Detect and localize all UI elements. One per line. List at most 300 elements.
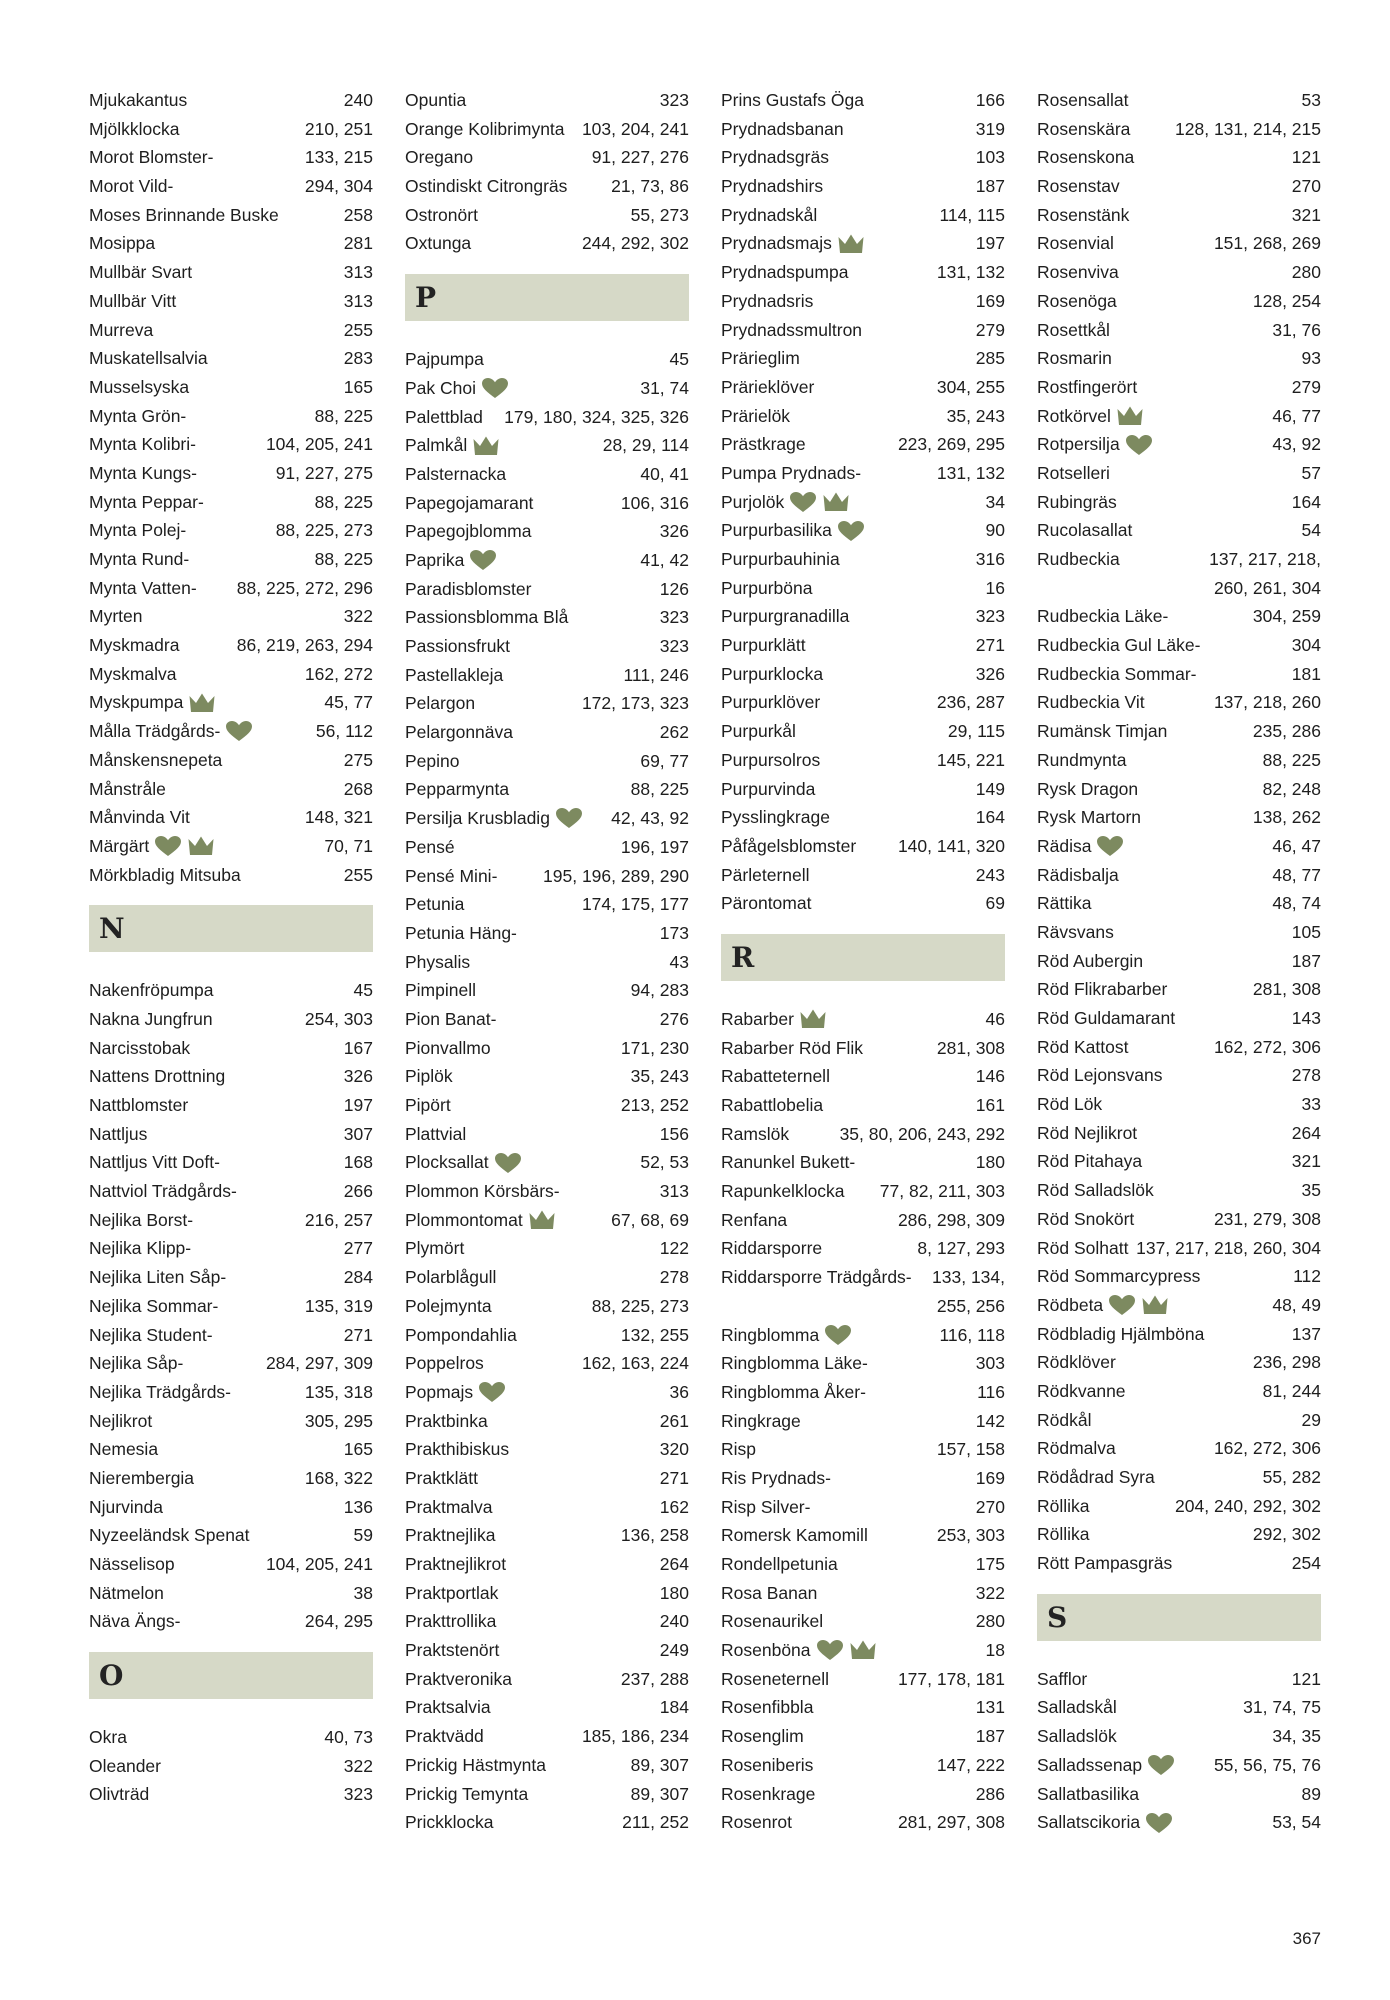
entry-name: Palsternacka: [405, 463, 507, 484]
index-entry: [721, 1780, 1005, 1809]
entry-name: Purpurgranadilla: [721, 606, 850, 627]
entry-name-group: [89, 1177, 237, 1206]
entry-name: Morot Vild-: [89, 176, 174, 197]
index-entry: [405, 374, 689, 403]
entry-pages: 89: [1301, 1783, 1321, 1804]
entry-pages: 279: [975, 319, 1005, 340]
entry-name: Ranunkel Bukett-: [721, 1152, 856, 1173]
entry-name: Ostindiskt Citrongräs: [405, 176, 568, 197]
entry-name: Pärleternell: [721, 864, 810, 885]
entry-pages: 294, 304: [304, 176, 373, 197]
index-entry: [89, 229, 373, 258]
entry-pages: 81, 244: [1262, 1380, 1321, 1401]
entry-pages: 48, 77: [1272, 864, 1321, 885]
entry-name: Ostronört: [405, 204, 478, 225]
entry-name-group: [405, 862, 497, 891]
entry-name-group: [89, 660, 177, 689]
entry-name: Purpurvinda: [721, 778, 816, 799]
index-entry: [405, 1148, 689, 1177]
entry-name: Purpursolros: [721, 749, 821, 770]
entry-pages: 111, 246: [623, 664, 689, 685]
entry-name-group: [721, 1665, 829, 1694]
entry-name: Mynta Vatten-: [89, 577, 197, 598]
entry-name-group: [405, 115, 565, 144]
entry-name-group: [1037, 1520, 1090, 1549]
entry-pages: 326: [975, 663, 1005, 684]
entry-pages: 268: [343, 778, 373, 799]
entry-name: Pelargonnäva: [405, 722, 513, 743]
entry-name: Rucolasallat: [1037, 520, 1133, 541]
entry-name: Rosenviva: [1037, 262, 1119, 283]
entry-name: Poppelros: [405, 1353, 484, 1374]
entry-pages: 105: [1291, 921, 1321, 942]
index-entry: [405, 403, 689, 432]
entry-name: Rödkål: [1037, 1409, 1092, 1430]
entry-name: Praktnejlikrot: [405, 1554, 507, 1574]
crown-icon: [1141, 1294, 1169, 1316]
index-entry: [721, 516, 1005, 545]
entry-name-group: [89, 344, 208, 373]
entry-pages: 177, 178, 181: [897, 1668, 1005, 1689]
index-entry: [89, 1062, 373, 1091]
entry-name-group: [89, 574, 197, 603]
entry-name: Pensé Mini-: [405, 865, 498, 886]
entry-pages: 121: [1291, 147, 1321, 168]
entry-name: Palettblad: [405, 406, 483, 427]
index-entry: [405, 86, 689, 115]
entry-pages: 216, 257: [304, 1209, 373, 1230]
entry-pages: 161: [975, 1095, 1005, 1115]
entry-name-group: [89, 1752, 161, 1781]
entry-name-group: [405, 1407, 488, 1436]
index-entry: [721, 545, 1005, 574]
entry-pages: 166: [975, 90, 1005, 110]
index-entry: [89, 201, 373, 230]
entry-name-group: [89, 316, 153, 345]
entry-pages: 197: [975, 233, 1005, 254]
entry-name: Ringblomma: [721, 1324, 820, 1345]
entry-name-group: [405, 1292, 492, 1321]
index-entry: [721, 631, 1005, 660]
index-entry: [1037, 746, 1321, 775]
entry-pages: 180: [659, 1582, 689, 1603]
index-entry: [405, 862, 689, 891]
index-entry: [89, 1234, 373, 1263]
entry-name-group: [405, 1349, 484, 1378]
entry-name: Rudbeckia Gul Läke-: [1037, 635, 1201, 656]
entry-name-group: [405, 1665, 512, 1694]
entry-pages: 41, 42: [640, 549, 689, 570]
entry-name: Praktstenört: [405, 1640, 500, 1661]
entry-name: Oleander: [89, 1755, 161, 1776]
index-entry: [1037, 660, 1321, 689]
entry-name-group: [1037, 889, 1091, 918]
entry-name: Rosenglim: [721, 1726, 804, 1747]
entry-pages: 69: [985, 893, 1005, 914]
entry-name: Rosenstav: [1037, 176, 1120, 197]
entry-name: Prärielök: [721, 405, 791, 426]
entry-pages: 34: [985, 491, 1005, 512]
entry-name-group: [721, 172, 823, 201]
index-entry: [721, 1808, 1005, 1837]
entry-name: Prakthibiskus: [405, 1439, 510, 1460]
index-entry: [721, 1751, 1005, 1780]
entry-pages: 255: [343, 319, 373, 340]
entry-name: Opuntia: [405, 90, 467, 110]
entry-name: Rosa Banan: [721, 1582, 818, 1603]
entry-name-group: [1037, 287, 1117, 316]
entry-pages: 142: [975, 1410, 1005, 1431]
index-entry: [1037, 1780, 1321, 1809]
entry-name: Röd Aubergin: [1037, 950, 1144, 971]
index-entry: [405, 747, 689, 776]
index-entry: [89, 1521, 373, 1550]
entry-name-group: [405, 143, 473, 172]
entry-name: Nejlikrot: [89, 1410, 153, 1431]
section-letter-header: S: [1037, 1594, 1321, 1641]
entry-name: Månskensnepeta: [89, 749, 223, 770]
entry-name: Röd Solhatt: [1037, 1237, 1129, 1258]
entry-name: Ramslök: [721, 1123, 790, 1144]
entry-pages: 285: [975, 348, 1005, 369]
entry-name: Petunia Häng-: [405, 922, 517, 943]
entry-name-group: [89, 1550, 175, 1579]
entry-name-group: [721, 287, 813, 316]
entry-name-group: [405, 1693, 491, 1722]
entry-name-group: [405, 1493, 493, 1522]
index-entry: [89, 1378, 373, 1407]
index-entry: [721, 1005, 1005, 1034]
index-entry: [405, 1407, 689, 1436]
entry-name-group: [405, 86, 466, 115]
entry-pages: 168, 322: [304, 1467, 373, 1488]
entry-name-group: [721, 86, 864, 115]
entry-pages: 261: [659, 1410, 689, 1431]
entry-name-group: [721, 1493, 810, 1522]
entry-name-group: [405, 833, 455, 862]
entry-name-group: [1037, 1004, 1175, 1033]
entry-name: Palmkål: [405, 435, 468, 456]
entry-name-group: [405, 1234, 464, 1263]
entry-name-group: [89, 1464, 194, 1493]
entry-name: Nejlika Student-: [89, 1324, 213, 1345]
entry-pages: 210, 251: [304, 118, 373, 139]
index-entry: [1037, 344, 1321, 373]
entry-name: Praktvädd: [405, 1726, 484, 1747]
entry-name: Praktveronika: [405, 1668, 512, 1689]
entry-name-group: [89, 1148, 220, 1177]
entry-name: Röd Sommarcypress: [1037, 1266, 1201, 1287]
index-entry: [405, 661, 689, 690]
index-entry: [405, 632, 689, 661]
entry-pages: 197: [343, 1095, 373, 1115]
entry-name-group: [89, 287, 176, 316]
entry-name: Rotkörvel: [1037, 405, 1111, 426]
entry-name-group: [405, 747, 460, 776]
index-entry: [89, 488, 373, 517]
entry-pages: 136: [343, 1496, 373, 1517]
section-letter-header: R: [721, 934, 1005, 981]
entry-pages: 271: [975, 635, 1005, 656]
entry-name: Purpurklätt: [721, 635, 806, 656]
entry-name-group: [721, 1378, 866, 1407]
index-entry: [1037, 1751, 1321, 1780]
entry-name-group: [89, 1435, 158, 1464]
entry-name-group: [405, 1722, 484, 1751]
entry-pages: 304, 255: [936, 376, 1005, 397]
entry-name: Nattens Drottning: [89, 1066, 226, 1087]
entry-name-group: [721, 1234, 822, 1263]
index-entry: [1037, 545, 1321, 574]
entry-pages: 131, 132: [936, 262, 1005, 283]
entry-name: Plymört: [405, 1238, 465, 1259]
entry-name-group: [405, 1034, 491, 1063]
entry-name: Rosettkål: [1037, 319, 1110, 340]
index-entry: [1037, 459, 1321, 488]
entry-pages: 31, 74, 75: [1243, 1697, 1321, 1718]
crown-icon: [799, 1008, 827, 1030]
entry-name: Praktbinka: [405, 1410, 488, 1431]
entry-pages: 175: [975, 1554, 1005, 1574]
index-entry: [405, 201, 689, 230]
entry-name: Orange Kolibrimynta: [405, 118, 565, 139]
index-entry: [1037, 1722, 1321, 1751]
entry-name-group: [1037, 1434, 1116, 1463]
entry-name-group: [721, 660, 823, 689]
entry-pages: 172, 173, 323: [581, 693, 689, 714]
entry-name-group: [1037, 1291, 1169, 1320]
entry-pages: 55, 273: [630, 204, 689, 225]
entry-pages: 277: [343, 1238, 373, 1259]
entry-name: Rysk Dragon: [1037, 778, 1139, 799]
entry-name: Okra: [89, 1727, 127, 1748]
entry-name-group: [1037, 1808, 1173, 1837]
entry-name-group: [89, 258, 192, 287]
entry-name-group: [1037, 488, 1117, 517]
index-entry: [1037, 1320, 1321, 1349]
entry-pages: 132, 255: [620, 1324, 689, 1345]
entry-pages: 137: [1291, 1323, 1321, 1344]
index-entry: [405, 775, 689, 804]
index-entry: [89, 1148, 373, 1177]
entry-name-group: [405, 1206, 556, 1235]
index-entry: [89, 1407, 373, 1436]
entry-pages: 167: [343, 1037, 373, 1058]
entry-name-group: [721, 1550, 838, 1579]
entry-name: Physalis: [405, 951, 471, 972]
entry-name: Prydnadssmultron: [721, 319, 863, 340]
entry-name-group: [405, 1636, 499, 1665]
entry-name: Nejlika Liten Såp-: [89, 1267, 227, 1288]
index-entry: [1037, 1234, 1321, 1263]
entry-name: Pion Banat-: [405, 1008, 497, 1029]
entry-pages: 103: [975, 147, 1005, 168]
entry-name-group: [721, 1062, 830, 1091]
entry-name: Rotpersilja: [1037, 434, 1120, 455]
index-entry: [721, 1636, 1005, 1665]
entry-pages: 86, 219, 263, 294: [236, 635, 373, 656]
entry-pages: 204, 240, 292, 302: [1175, 1495, 1321, 1516]
entry-pages: 266: [343, 1181, 373, 1202]
entry-pages: 56, 112: [315, 721, 373, 742]
entry-name-group: [1037, 1492, 1090, 1521]
index-entry: [405, 1665, 689, 1694]
entry-pages: 104, 205, 241: [265, 1554, 373, 1574]
entry-pages: 35, 243: [630, 1066, 689, 1087]
index-entry: [405, 1722, 689, 1751]
entry-name: Narcisstobak: [89, 1037, 191, 1058]
heart-icon: [789, 491, 817, 513]
entry-pages: 280: [975, 1611, 1005, 1632]
index-entry: [89, 717, 373, 746]
entry-name-group: [1037, 201, 1129, 230]
entry-pages: 316: [975, 549, 1005, 569]
entry-name: Pimpinell: [405, 980, 476, 1001]
heart-icon: [837, 520, 865, 542]
entry-pages: 59: [353, 1525, 373, 1546]
entry-name-group: [721, 1034, 863, 1063]
entry-name: Nierembergia: [89, 1467, 195, 1488]
index-entry: [405, 689, 689, 718]
entry-pages: 88, 225: [1262, 749, 1321, 770]
entry-pages: 180: [975, 1152, 1005, 1173]
entry-name: Purpurklöver: [721, 692, 821, 713]
entry-pages: 114, 115: [939, 204, 1005, 225]
entry-name: Prydnadspumpa: [721, 262, 849, 283]
entry-name-group: [721, 1751, 813, 1780]
entry-pages: 254: [1291, 1553, 1321, 1574]
entry-pages: 304: [1291, 635, 1321, 656]
entry-name-group: [1037, 631, 1200, 660]
index-entry: [1037, 516, 1321, 545]
entry-name-group: [1037, 1205, 1134, 1234]
heart-icon: [494, 1152, 522, 1174]
entry-name-group: [721, 775, 815, 804]
entry-name: Rödklöver: [1037, 1352, 1116, 1373]
index-entry: [1037, 1176, 1321, 1205]
index-entry: [1037, 947, 1321, 976]
index-entry: [405, 1120, 689, 1149]
entry-pages: 103, 204, 241: [581, 118, 689, 139]
entry-pages: 262: [659, 722, 689, 743]
index-entry: [1037, 1549, 1321, 1578]
index-entry: [721, 430, 1005, 459]
entry-name: Prydnadsbanan: [721, 118, 844, 139]
index-entry: [405, 1579, 689, 1608]
index-entry: [405, 1263, 689, 1292]
index-entry: [405, 1091, 689, 1120]
entry-pages: 135, 318: [304, 1381, 373, 1402]
entry-name: Pompondahlia: [405, 1324, 517, 1345]
index-entry: [721, 1435, 1005, 1464]
entry-name-group: [721, 1120, 789, 1149]
entry-pages: 321: [1291, 204, 1321, 225]
entry-name-group: [1037, 861, 1119, 890]
entry-pages: 313: [659, 1181, 689, 1202]
entry-name-group: [89, 516, 186, 545]
entry-name-group: [1037, 803, 1141, 832]
entry-name: Morot Blomster-: [89, 147, 214, 168]
index-entry: [89, 516, 373, 545]
entry-name-group: [405, 1378, 506, 1407]
entry-name-group: [1037, 1549, 1172, 1578]
entry-pages: 323: [659, 90, 689, 110]
entry-name: Rudbeckia Läke-: [1037, 606, 1169, 627]
index-entry: [405, 1321, 689, 1350]
entry-name: Njurvinda: [89, 1496, 163, 1517]
entry-pages: 162, 272: [304, 663, 373, 684]
entry-name-group: [1037, 1665, 1087, 1694]
entry-name-group: [405, 775, 509, 804]
index-entry: [721, 1493, 1005, 1522]
entry-name: Mjukakantus: [89, 90, 188, 110]
entry-name-group: [721, 1636, 877, 1665]
entry-pages: 77, 82, 211, 303: [879, 1181, 1005, 1202]
entry-name: Rosenkrage: [721, 1783, 816, 1804]
entry-pages: 213, 252: [620, 1095, 689, 1115]
entry-pages: 281, 308: [1252, 979, 1321, 1000]
entry-name-group: [89, 1206, 193, 1235]
index-entry: [89, 1206, 373, 1235]
index-column-2: [405, 86, 689, 1837]
entry-pages: 279: [1291, 376, 1321, 397]
entry-pages: 169: [975, 1467, 1005, 1488]
entry-pages: 135, 319: [304, 1295, 373, 1316]
entry-name: Petunia: [405, 894, 465, 915]
entry-pages: 264, 295: [304, 1611, 373, 1632]
entry-pages: 48, 74: [1272, 893, 1321, 914]
entry-pages: 126: [659, 578, 689, 599]
entry-name-group: [405, 661, 503, 690]
entry-pages: 53: [1301, 90, 1321, 110]
entry-name-group: [405, 460, 506, 489]
entry-name: Rudbeckia Vit: [1037, 692, 1145, 713]
index-entry: [1037, 631, 1321, 660]
index-entry: [1037, 172, 1321, 201]
entry-name-group: [721, 1263, 912, 1292]
entry-name-group: [1037, 1348, 1116, 1377]
entry-name-group: [89, 1607, 180, 1636]
entry-name: Röllika: [1037, 1524, 1090, 1545]
entry-name: Sallatbasilika: [1037, 1783, 1140, 1804]
index-entry: [1037, 775, 1321, 804]
entry-pages: 147, 222: [936, 1754, 1005, 1775]
entry-pages: 323: [343, 1784, 373, 1805]
index-entry-continuation: [1037, 574, 1321, 603]
entry-name-group: [405, 374, 509, 403]
entry-name-group: [721, 1177, 845, 1206]
crown-icon: [849, 1639, 877, 1661]
index-entry: [1037, 1004, 1321, 1033]
entry-name-group: [721, 1435, 756, 1464]
entry-pages: 88, 225, 273: [275, 520, 373, 541]
index-entry: [405, 919, 689, 948]
entry-name-group: [721, 545, 840, 574]
entry-pages: 304, 259: [1252, 606, 1321, 627]
entry-name-group: [721, 861, 810, 890]
entry-pages: 286: [975, 1783, 1005, 1804]
entry-name: Pepino: [405, 750, 460, 771]
entry-pages: 36: [669, 1381, 689, 1402]
entry-name-group: [721, 602, 849, 631]
entry-name-group: [405, 1780, 528, 1809]
entry-name: Rosenvial: [1037, 233, 1114, 254]
index-entry: [1037, 1147, 1321, 1176]
entry-name: Praktmalva: [405, 1496, 493, 1517]
index-entry: [721, 1722, 1005, 1751]
entry-pages: 162, 272, 306: [1213, 1036, 1321, 1057]
entry-name-group: [721, 574, 812, 603]
